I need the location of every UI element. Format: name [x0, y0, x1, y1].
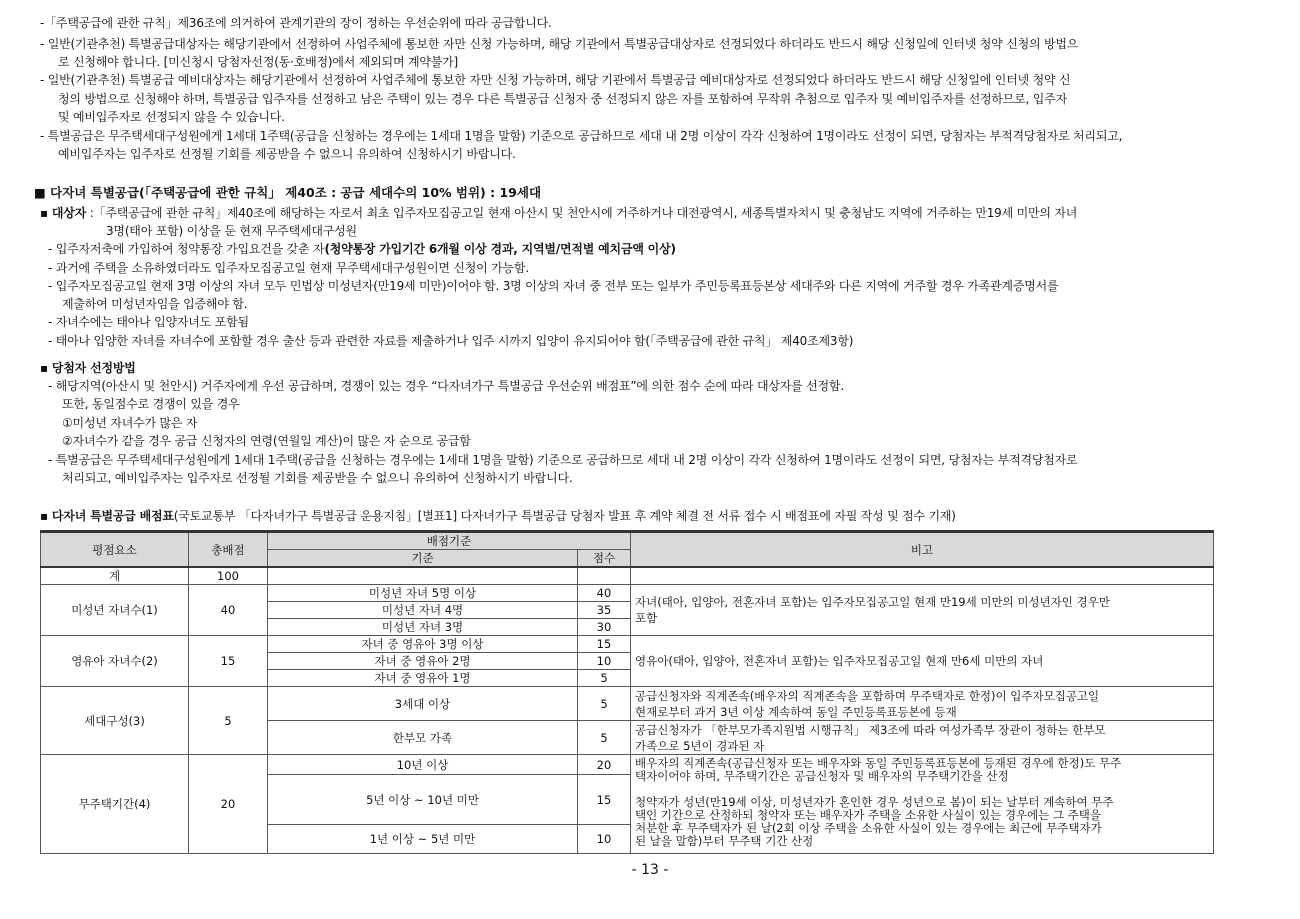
- note-cell: [631, 721, 1214, 755]
- eligibility-line: 3명(태아 포함) 이상을 둔 현재 무주택세대구성원: [106, 224, 357, 238]
- table-row: [41, 567, 1214, 585]
- eligibility-bullet: - 과거에 주택을 소유하였더라도 입주자모집공고일 현재 무주택세대구성원이면 신청이 가능함.: [48, 261, 529, 275]
- notice-line: - 일반(기관추천) 특별공급 예비대상자는 해당기관에서 선정하여 사업주체에 통보한 자만 신청 가능하며, 해당 기관에서 특별공급 예비대상자로 선정되었다 하더라도 반드시 해당 신청일에 인터넷 청약 신: [40, 73, 1071, 87]
- eligibility-bullet-bold: (청약통장 가입기간 6개월 이상 경과, 지역별/면적별 예치금액 이상): [324, 242, 676, 256]
- eligibility-bullet: - 자녀수에는 태아나 입양자녀도 포함됨: [48, 315, 249, 329]
- score-cell: 15: [578, 636, 631, 653]
- selection-line: 또한, 동일점수로 경쟁이 있을 경우: [62, 397, 240, 411]
- eligibility-bullet: [48, 240, 676, 257]
- criteria-cell: 1년 이상 ~ 5년 미만: [268, 825, 578, 854]
- score-cell: 10: [578, 653, 631, 670]
- total-cell: 5: [189, 687, 268, 755]
- note-line: 배우자의 직계존속(공급신청자 또는 배우자와 동일 주민등록표등본에 등재된 경우에 한정)도 무주: [635, 756, 1122, 770]
- note-line: 택자이어야 하며, 무주택기간은 공급신청자 및 배우자의 무주택기간을 산정: [635, 769, 1009, 783]
- note-cell: 영유아(태아, 입양아, 전혼자녀 포함)는 입주자모집공고일 현재 만6세 미만의 자녀: [631, 636, 1214, 687]
- notice-line: - 일반(기관추천) 특별공급대상자는 해당기관에서 선정하여 사업주체에 통보한 자만 신청 가능하며, 해당 기관에서 특별공급대상자로 선정되었다 하더라도 반드시 해당 신청일에 인터넷 청약 신청의 방법으: [40, 37, 1079, 51]
- factor-cell: 영유아 자녀수(2): [41, 636, 189, 687]
- factor-cell: 무주택기간(4): [41, 755, 189, 854]
- criteria-cell: 자녀 중 영유아 1명: [268, 670, 578, 687]
- table-row: [41, 585, 1214, 602]
- criteria-cell: 미성년 자녀 5명 이상: [268, 585, 578, 602]
- note-line: 된 날을 말함)부터 무주택 기간 산정: [635, 834, 814, 848]
- header-score: 점수: [578, 550, 631, 568]
- factor-cell: 미성년 자녀수(1): [41, 585, 189, 636]
- note-line: 가족으로 5년이 경과된 자: [635, 738, 765, 753]
- score-cell: 15: [578, 775, 631, 825]
- score-cell: 35: [578, 602, 631, 619]
- table-row: [41, 687, 1214, 721]
- criteria-cell: 미성년 자녀 3명: [268, 619, 578, 636]
- selection-line: - 해당지역(아산시 및 천안시) 거주자에게 우선 공급하며, 경쟁이 있는 경우 “다자녀가구 특별공급 우선순위 배점표”에 의한 점수 순에 따라 대상자를 선정함.: [48, 379, 844, 393]
- eligibility-bullet-text: - 입주자저축에 가입하여 청약통장 가입요건을 갖춘 자: [48, 242, 325, 256]
- score-cell: 30: [578, 619, 631, 636]
- eligibility-text: :「주택공급에 관한 규칙」제40조에 해당하는 자로서 최초 입주자모집공고일 현재 아산시 및 천안시에 거주하거나 대전광역시, 세종특별자치시 및 충청남도 지역에 거주하는 만19세 미만의 자녀: [86, 206, 1078, 220]
- sum-total: 100: [189, 567, 268, 585]
- score-table: [40, 530, 1214, 854]
- eligibility-bullet: - 입주자모집공고일 현재 3명 이상의 자녀 모두 민법상 미성년자(만19세 미만)이어야 함. 3명 이상의 자녀 중 전부 또는 일부가 주민등록표등본상 세대주와 다른 지역에 거주할 경우 가족관계증명서를: [48, 279, 1059, 293]
- section-heading: ■ 다자녀 특별공급(「주택공급에 관한 규칙」 제40조 : 공급 세대수의 10% 범위) : 19세대: [34, 185, 542, 200]
- eligibility-label: ▪ 대상자: [40, 206, 87, 220]
- note-line: 공급신청자와 직계존속(배우자의 직계존속을 포함하며 무주택자로 한정)이 입주자모집공고일: [635, 688, 1100, 703]
- notice-line: -「주택공급에 관한 규칙」제36조에 의거하여 관계기관의 장이 정하는 우선순위에 따라 공급합니다.: [40, 16, 552, 30]
- criteria-cell: 10년 이상: [268, 755, 578, 775]
- score-cell: 40: [578, 585, 631, 602]
- notice-line: 예비입주자는 입주자로 선정될 기회를 제공받을 수 없으니 유의하여 신청하시기 바랍니다.: [58, 147, 516, 161]
- eligibility-bullet: 제출하여 미성년자임을 입증해야 함.: [62, 297, 248, 311]
- empty-cell: [578, 567, 631, 585]
- header-criteria-group: 배점기준: [268, 532, 631, 550]
- total-cell: 40: [189, 585, 268, 636]
- table-title-bold: ▪ 다자녀 특별공급 배점표: [40, 509, 174, 523]
- note-line: 공급신청자가 「한부모가족지원법 시행규칙」 제3조에 따라 여성가족부 장관이 정하는 한부모: [635, 722, 1106, 737]
- sum-label: 계: [41, 567, 189, 585]
- empty-cell: [268, 567, 578, 585]
- selection-line: ②자녀수가 같을 경우 공급 신청자의 연령(연월일 계산)이 많은 자 순으로 공급함: [62, 434, 471, 448]
- eligibility-bullet: - 태아나 입양한 자녀를 자녀수에 포함할 경우 출산 등과 관련한 자료를 제출하거나 입주 시까지 입양이 유지되어야 함(「주택공급에 관한 규칙」 제40조제3항): [48, 334, 854, 348]
- selection-line: 처리되고, 예비입주자는 입주자로 선정될 기회를 제공받을 수 없으니 유의하여 신청하시기 바랍니다.: [62, 471, 573, 485]
- empty-cell: [631, 567, 1214, 585]
- notice-line: - 특별공급은 무주택세대구성원에게 1세대 1주택(공급을 신청하는 경우에는 1세대 1명을 말함) 기준으로 공급하므로 세대 내 2명 이상이 각각 신청하여 1명이라도 선정이 되면, 당첨자는 부적격당첨자로 처리되고,: [40, 129, 1123, 143]
- table-title: [40, 507, 956, 524]
- factor-cell: 세대구성(3): [41, 687, 189, 755]
- selection-label: ▪ 당첨자 선정방법: [40, 361, 136, 375]
- criteria-cell: 5년 이상 ~ 10년 미만: [268, 775, 578, 825]
- header-note: 비고: [631, 532, 1214, 568]
- note-cell: [631, 755, 1214, 854]
- criteria-cell: 자녀 중 영유아 2명: [268, 653, 578, 670]
- note-line: 자녀(태아, 입양아, 전혼자녀 포함)는 입주자모집공고일 현재 만19세 미만의 미성년자인 경우만: [635, 595, 1110, 609]
- criteria-cell: 미성년 자녀 4명: [268, 602, 578, 619]
- note-line: 택인 기간으로 산정하되 청약자 또는 배우자가 주택을 소유한 사실이 있는 경우에는 그 주택을: [635, 808, 1102, 822]
- notice-line: 로 신청해야 합니다. [미신청시 당첨자선정(동·호배정)에서 제외되며 계약불가]: [58, 55, 458, 69]
- table-row: [41, 636, 1214, 653]
- page-number: - 13 -: [631, 862, 669, 878]
- score-cell: 10: [578, 825, 631, 854]
- note-line: 현재로부터 과거 3년 이상 계속하여 동일 주민등록표등본에 등재: [635, 704, 957, 719]
- header-criteria: 기준: [268, 550, 578, 568]
- note-line: 포함: [635, 611, 658, 625]
- table-row: [41, 755, 1214, 775]
- note-cell: [631, 585, 1214, 636]
- score-cell: 20: [578, 755, 631, 775]
- notice-line: 청의 방법으로 신청해야 하며, 특별공급 입주자를 선정하고 남은 주택이 있는 경우 다른 특별공급 신청자 중 선정되지 않은 자를 포함하여 무작위 추첨으로 입주자 및 예비입주자를 선정하므로, 입주자: [58, 92, 1067, 106]
- note-line: 청약자가 성년(만19세 이상, 미성년자가 혼인한 경우 성년으로 봄)이 되는 날부터 계속하여 무주: [635, 795, 1114, 809]
- criteria-cell: 자녀 중 영유아 3명 이상: [268, 636, 578, 653]
- note-cell: [631, 687, 1214, 721]
- score-cell: 5: [578, 687, 631, 721]
- notice-line: 및 예비입주자로 선정되지 않을 수 있습니다.: [58, 110, 285, 124]
- header-total: 총배점: [189, 532, 268, 568]
- selection-line: ①미성년 자녀수가 많은 자: [62, 416, 198, 430]
- header-factor: 평점요소: [41, 532, 189, 568]
- note-line: 처분한 후 무주택자가 된 날(2회 이상 주택을 소유한 사실이 있는 경우에는 최근에 무주택자가: [635, 821, 1102, 835]
- score-cell: 5: [578, 721, 631, 755]
- criteria-cell: 한부모 가족: [268, 721, 578, 755]
- total-cell: 20: [189, 755, 268, 854]
- selection-line: - 특별공급은 무주택세대구성원에게 1세대 1주택(공급을 신청하는 경우에는 1세대 1명을 말함) 기준으로 공급하므로 세대 내 2명 이상이 각각 신청하여 1명이라도 선정이 되면, 당첨자는 부적격당첨자로: [48, 453, 1078, 467]
- table-title-text: (국토교통부 「다자녀가구 특별공급 운용지침」[별표1] 다자녀가구 특별공급 당첨자 발표 후 계약 체결 전 서류 접수 시 배점표에 자필 작성 및 점수 기재): [173, 509, 956, 523]
- total-cell: 15: [189, 636, 268, 687]
- score-cell: 5: [578, 670, 631, 687]
- eligibility-line: [40, 204, 1077, 221]
- criteria-cell: 3세대 이상: [268, 687, 578, 721]
